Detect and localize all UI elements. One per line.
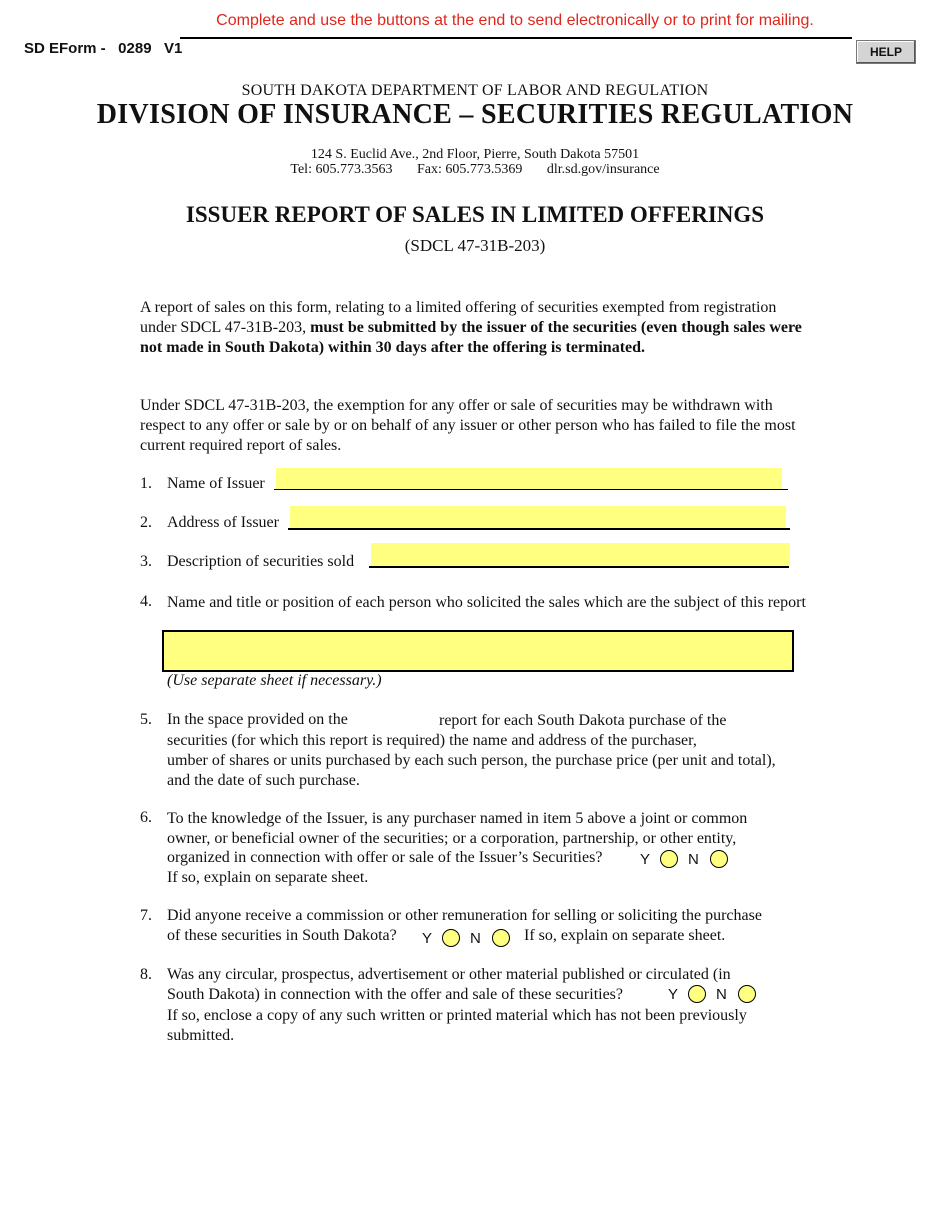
item-2-underline [288,528,790,530]
item-6-text-b: organized in connection with offer or sale of the Issuer’s Securities? [167,849,603,866]
form-title: ISSUER REPORT OF SALES IN LIMITED OFFERINGS [185,202,765,227]
item-7-text-b: of these securities in South Dakota? [167,927,397,944]
item-7-text-a: Did anyone receive a commission or other remuneration for selling or soliciting the purchase [167,907,762,924]
item-3-underline [369,566,789,568]
item-8-text-b: South Dakota) in connection with the offer and sale of these securities? [167,986,624,1003]
item-6-text-c: If so, explain on separate sheet. [167,869,369,886]
intro-plain-text: A report of sales on this form, relating to a limited offering of securities exempted from registration under SDCL 47-31B-203, [140,299,777,336]
solicitors-input[interactable] [162,630,794,672]
banner-divider [180,37,852,39]
item-7-no-radio[interactable] [492,929,510,947]
item-6-no-label: N [688,851,699,868]
item-8-number: 8. [140,966,152,983]
securities-description-input[interactable] [371,543,790,566]
item-7-no-label: N [470,930,481,947]
item-8-yes-label: Y [668,986,679,1003]
item-7-text-c: If so, explain on separate sheet. [524,927,726,944]
item-3-number: 3. [140,553,152,570]
item-8-no-label: N [716,986,727,1003]
office-address: 124 S. Euclid Ave., 2nd Floor, Pierre, South Dakota 57501 [310,147,640,162]
item-7-yes-radio[interactable] [442,929,460,947]
item-8-no-radio[interactable] [738,985,756,1003]
issuer-name-input[interactable] [276,468,782,489]
division-name: DIVISION OF INSURANCE – SECURITIES REGULATION [96,99,854,130]
item-5-text-a: In the space provided on the [167,711,348,728]
item-7-yes-label: Y [422,930,433,947]
item-2-label: Address of Issuer [167,514,279,531]
item-5-text-b: report for each South Dakota purchase of the securities (for which this report is required) the name and address of the purchaser, [167,712,727,749]
intro-bold-text: must be submitted by the issuer of the securities (even though sales were not made in South Dakota) within 30 days after the offering is terminated. [140,319,802,356]
item-8-text-c: If so, enclose a copy of any such written or printed material which has not been previously submitted. [167,1007,747,1044]
statute-citation: (SDCL 47-31B-203) [404,236,546,255]
issuer-address-input[interactable] [290,506,786,528]
item-6-yes-label: Y [640,851,651,868]
item-5-text-c: umber of shares or units purchased by each such person, the purchase price (per unit and total), and the date of such purchase. [167,752,776,789]
item-6-number: 6. [140,809,152,826]
item-6-text-a: To the knowledge of the Issuer, is any purchaser named in item 5 above a joint or common owner, or beneficial owner of the securities; or a corporation, partnership, or other entity, [167,810,748,847]
item-4-number: 4. [140,593,152,610]
form-id: SD EForm - 0289 V1 [24,40,183,57]
item-5-number: 5. [140,711,152,728]
item-1-label: Name of Issuer [167,475,265,492]
item-6-no-radio[interactable] [710,850,728,868]
office-contact: Tel: 605.773.3563 Fax: 605.773.5369 dlr.sd.gov/insurance [290,162,660,177]
item-4-note: (Use separate sheet if necessary.) [167,672,382,689]
help-button[interactable]: HELP [856,40,916,64]
intro-paragraph-2: Under SDCL 47-31B-203, the exemption for any offer or sale of securities may be withdrawn with respect to any offer or sale by or on behalf of any issuer or other person who has failed to file the most current required report of sales. [140,397,796,454]
item-8-text-a: Was any circular, prospectus, advertisement or other material published or circulated (in [167,966,731,983]
item-6-yes-radio[interactable] [660,850,678,868]
item-8-yes-radio[interactable] [688,985,706,1003]
item-3-label: Description of securities sold [167,553,355,570]
item-1-underline [274,489,788,490]
item-4-label: Name and title or position of each person who solicited the sales which are the subject of this report [167,594,806,611]
department-name: SOUTH DAKOTA DEPARTMENT OF LABOR AND REGULATION [241,82,709,99]
item-7-number: 7. [140,907,152,924]
intro-paragraph-1 [140,298,810,358]
item-1-number: 1. [140,475,152,492]
instruction-banner: Complete and use the buttons at the end to send electronically or to print for mailing. [216,12,814,29]
item-2-number: 2. [140,514,152,531]
